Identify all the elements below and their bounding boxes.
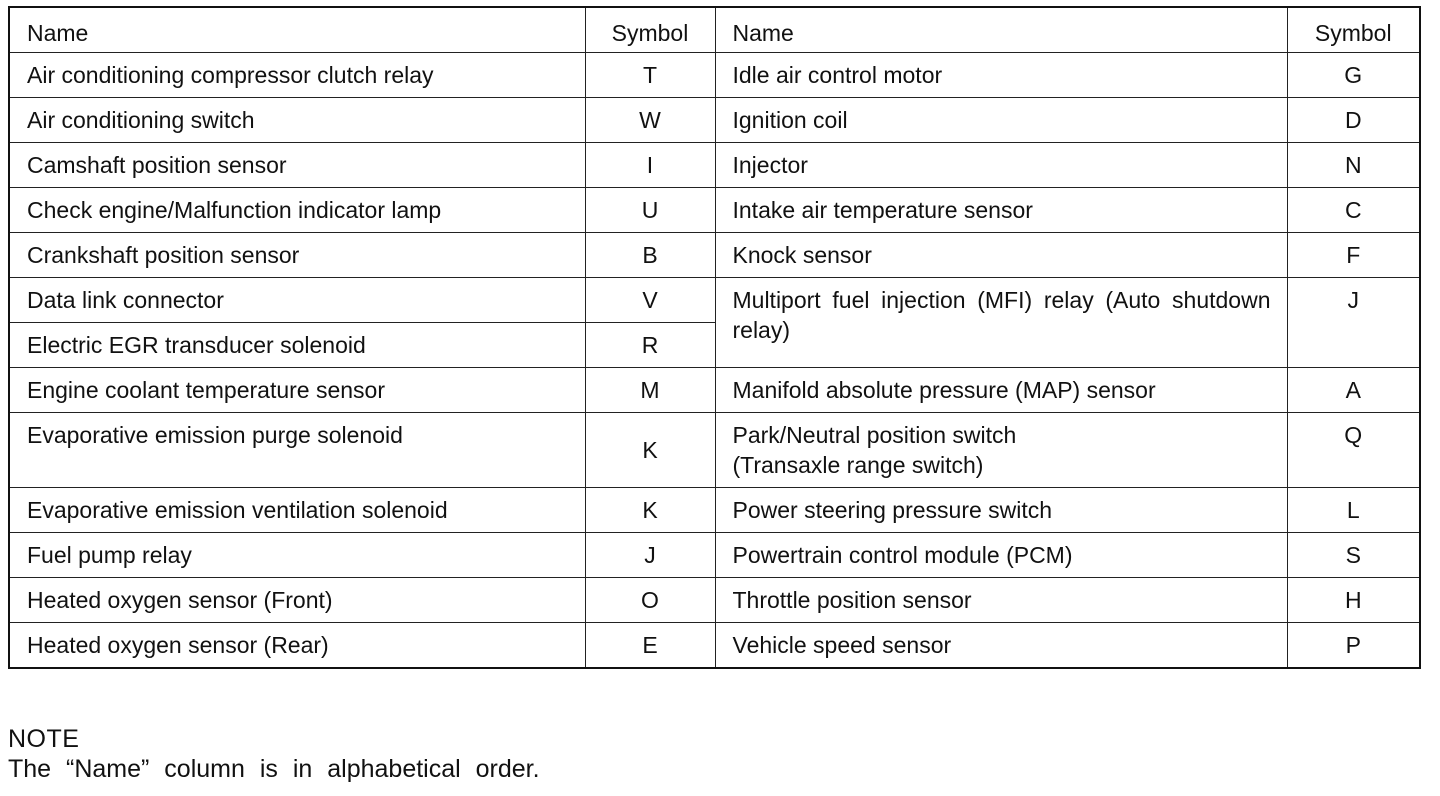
left-name-cell: Air conditioning switch	[9, 98, 585, 143]
left-name-cell: Crankshaft position sensor	[9, 233, 585, 278]
table-row	[9, 578, 1420, 623]
right-name-cell: Injector	[715, 143, 1287, 188]
component-symbol-table	[8, 6, 1421, 669]
right-name-cell: Knock sensor	[715, 233, 1287, 278]
left-name-cell: Evaporative emission purge solenoid	[9, 413, 585, 488]
table-row	[9, 488, 1420, 533]
right-name-cell: Intake air temperature sensor	[715, 188, 1287, 233]
left-name-cell: Electric EGR transducer solenoid	[9, 323, 585, 368]
right-symbol-cell: A	[1287, 368, 1420, 413]
left-name-cell: Check engine/Malfunction indicator lamp	[9, 188, 585, 233]
right-symbol-cell: G	[1287, 53, 1420, 98]
left-name-cell: Heated oxygen sensor (Rear)	[9, 623, 585, 669]
left-symbol-cell: I	[585, 143, 715, 188]
table-row	[9, 278, 1420, 323]
right-symbol-cell: N	[1287, 143, 1420, 188]
right-symbol-cell: H	[1287, 578, 1420, 623]
left-symbol-cell: M	[585, 368, 715, 413]
left-name-cell: Camshaft position sensor	[9, 143, 585, 188]
right-symbol-cell: S	[1287, 533, 1420, 578]
right-name-cell: Idle air control motor	[715, 53, 1287, 98]
table-row	[9, 98, 1420, 143]
right-symbol-cell: F	[1287, 233, 1420, 278]
header-symbol-right: Symbol	[1287, 7, 1420, 53]
left-symbol-cell: E	[585, 623, 715, 669]
left-name-cell: Heated oxygen sensor (Front)	[9, 578, 585, 623]
table-row	[9, 368, 1420, 413]
right-name-cell: Ignition coil	[715, 98, 1287, 143]
left-symbol-cell: R	[585, 323, 715, 368]
right-name-cell-two-line	[715, 413, 1287, 488]
table-header-row	[9, 7, 1420, 53]
table-row	[9, 233, 1420, 278]
left-name-cell: Air conditioning compressor clutch relay	[9, 53, 585, 98]
left-symbol-cell: B	[585, 233, 715, 278]
right-name-line: (Transaxle range switch)	[732, 452, 984, 478]
table-row	[9, 623, 1420, 669]
left-name-cell: Engine coolant temperature sensor	[9, 368, 585, 413]
right-symbol-cell: Q	[1287, 413, 1420, 488]
right-name-cell: Throttle position sensor	[715, 578, 1287, 623]
right-name-cell: Powertrain control module (PCM)	[715, 533, 1287, 578]
right-symbol-cell: D	[1287, 98, 1420, 143]
right-symbol-cell-merged: J	[1287, 278, 1420, 368]
left-symbol-cell: J	[585, 533, 715, 578]
left-name-cell: Evaporative emission ventilation solenoid	[9, 488, 585, 533]
table-row	[9, 413, 1420, 488]
table-row	[9, 143, 1420, 188]
left-symbol-cell: K	[585, 488, 715, 533]
note-title: NOTE	[8, 725, 80, 753]
table-row	[9, 188, 1420, 233]
note-block	[8, 724, 540, 784]
header-symbol-left: Symbol	[585, 7, 715, 53]
right-name-cell: Vehicle speed sensor	[715, 623, 1287, 669]
table-row	[9, 533, 1420, 578]
left-symbol-cell: V	[585, 278, 715, 323]
left-symbol-cell: U	[585, 188, 715, 233]
right-name-cell: Manifold absolute pressure (MAP) sensor	[715, 368, 1287, 413]
left-name-cell: Data link connector	[9, 278, 585, 323]
right-name-cell-merged: Multiport fuel injection (MFI) relay (Auto shutdown relay)	[715, 278, 1287, 368]
left-symbol-cell: W	[585, 98, 715, 143]
header-name-right: Name	[715, 7, 1287, 53]
note-text: The “Name” column is in alphabetical order.	[8, 755, 540, 783]
right-symbol-cell: C	[1287, 188, 1420, 233]
left-name-cell: Fuel pump relay	[9, 533, 585, 578]
left-symbol-cell: O	[585, 578, 715, 623]
left-symbol-cell: T	[585, 53, 715, 98]
header-name-left: Name	[9, 7, 585, 53]
right-name-line: Park/Neutral position switch	[732, 422, 1017, 448]
right-symbol-cell: P	[1287, 623, 1420, 669]
left-symbol-cell: K	[585, 413, 715, 488]
right-name-cell: Power steering pressure switch	[715, 488, 1287, 533]
table-row	[9, 53, 1420, 98]
right-symbol-cell: L	[1287, 488, 1420, 533]
